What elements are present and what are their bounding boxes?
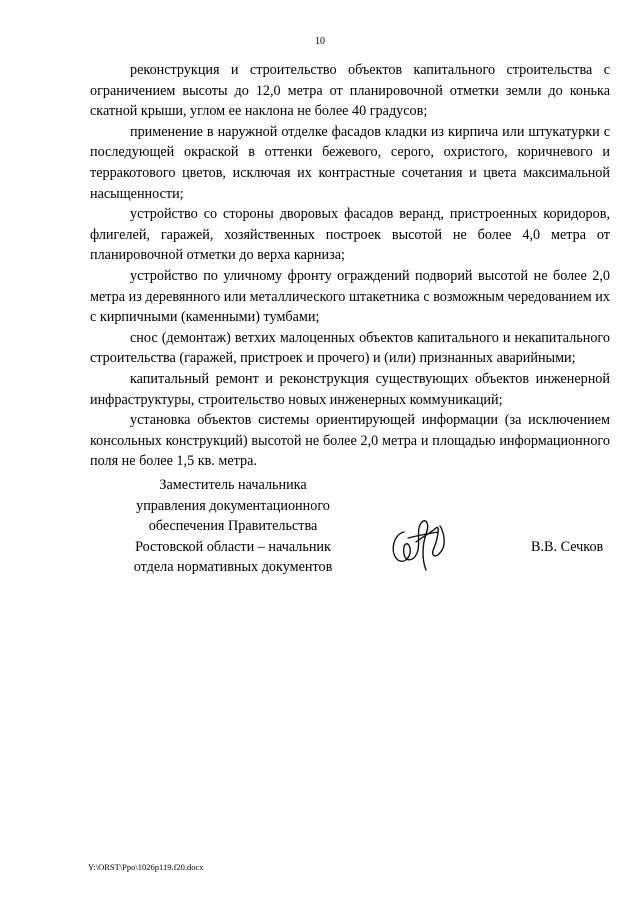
handwritten-signature — [386, 498, 456, 578]
page-number: 10 — [315, 36, 325, 47]
position-line: Заместитель начальника — [159, 477, 307, 493]
paragraph: капитальный ремонт и реконструкция существующих объектов инженерной инфраструктуры, строительство новых инженерных коммуникаций; — [90, 370, 610, 408]
document-body — [90, 60, 610, 472]
paragraph: устройство со стороны дворовых фасадов веранд, пристроенных коридоров, флигелей, гаражей, хозяйственных построек высотой не более 4,0 метра от планировочной отметки до верха карниза; — [90, 206, 610, 264]
position-line: обеспечения Правительства — [148, 518, 318, 535]
signatory-position — [118, 475, 348, 578]
file-path-footer: Y:\ORST\Ppo\1026p119.f20.docx — [88, 862, 204, 872]
position-line: управления документационного — [136, 497, 330, 514]
paragraph: установка объектов системы ориентирующей информации (за исключением консольных конструкций) высотой не более 2,0 метра и площадью информационного поля не более 1,5 кв. метра. — [90, 412, 610, 470]
paragraph: применение в наружной отделке фасадов кладки из кирпича или штукатурки с последующей окраской в оттенки бежевого, серого, охристого, коричневого и терракотового цветов, исключая их контрастные сочетания и цвета максимальной насыщенности; — [90, 123, 610, 202]
position-line: Ростовской области – начальник — [135, 538, 331, 555]
paragraph: устройство по уличному фронту ограждений подворий высотой не более 2,0 метра из деревянного или металлического штакетника с возможным чередованием их с кирпичными (каменными) тумбами; — [90, 267, 610, 326]
position-line: отдела нормативных документов — [133, 559, 333, 576]
paragraph: реконструкция и строительство объектов капитального строительства с ограничением высоты до 12,0 метра от планировочной отметки земли до конька скатной крыши, углом ее наклона не более 40 градусов; — [90, 62, 610, 120]
signer-name: В.В. Сечков — [531, 539, 604, 555]
paragraph: снос (демонтаж) ветхих малоценных объектов капитального и некапитального строительства (гаражей, пристроек и прочего) и (или) признанных аварийными; — [90, 329, 610, 367]
